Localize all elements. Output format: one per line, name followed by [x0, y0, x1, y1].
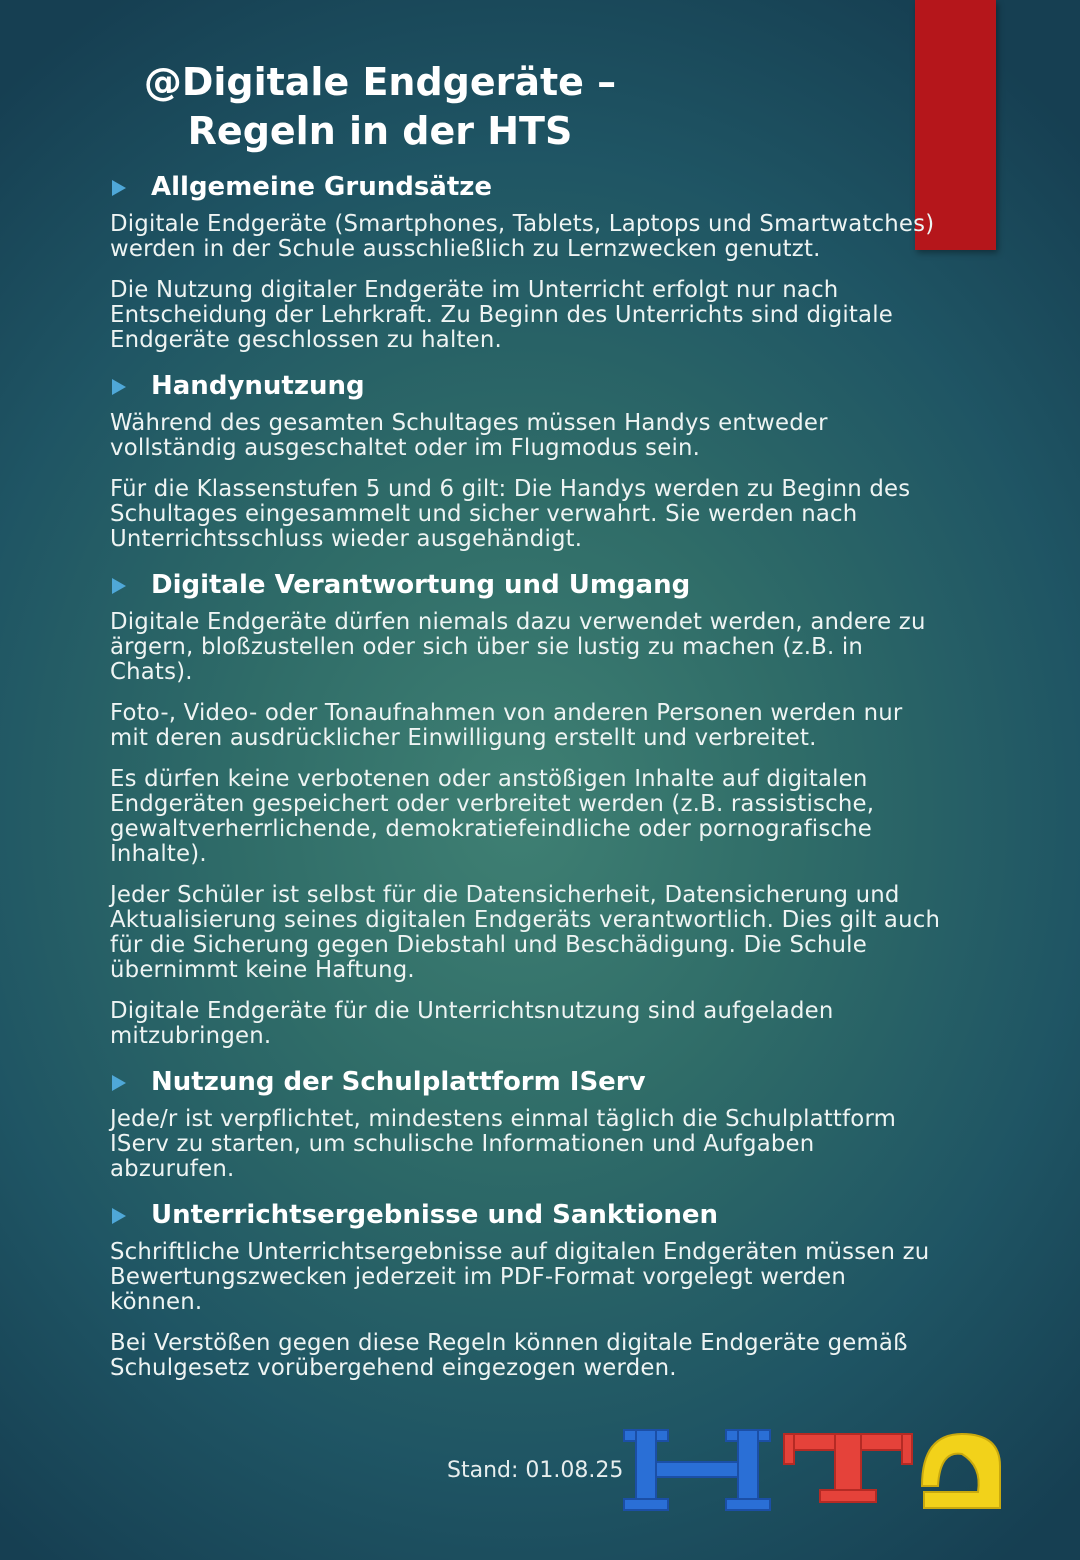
paragraph: Digitale Endgeräte (Smartphones, Tablets, Laptops und Smartwatches) werden in der Schule ausschließlich zu Lernzwecken genutzt.	[110, 211, 935, 262]
triangle-bullet-icon	[112, 1208, 126, 1224]
paragraph: Digitale Endgeräte dürfen niemals dazu verwendet werden, andere zu ärgern, bloßzustellen oder sich über sie lustig zu machen (z.B. in Chats).	[110, 609, 926, 685]
stand-date: Stand: 01.08.25	[447, 1458, 624, 1483]
triangle-bullet-icon	[112, 379, 126, 395]
paragraph: Jede/r ist verpflichtet, mindestens einmal täglich die Schulplattform IServ zu starten, um schulische Informationen und Aufgaben abzurufen.	[110, 1106, 897, 1182]
triangle-bullet-icon	[112, 578, 126, 594]
paragraph: Foto-, Video- oder Tonaufnahmen von anderen Personen werden nur mit deren ausdrücklicher Einwilligung erstellt und verbreitet.	[110, 700, 903, 751]
paragraph: Es dürfen keine verbotenen oder anstößigen Inhalte auf digitalen Endgeräten gespeichert oder verbreitet werden (z.B. rassistische, gewaltverherrlichende, demokratiefeindliche oder pornografische Inhalte).	[110, 766, 875, 867]
logo-letter-h	[624, 1430, 770, 1510]
triangle-bullet-icon	[112, 180, 126, 196]
paragraph: Die Nutzung digitaler Endgeräte im Unterricht erfolgt nur nach Entscheidung der Lehrkraft. Zu Beginn des Unterrichts sind digitale Endgeräte geschlossen zu halten.	[110, 277, 893, 353]
triangle-bullet-icon	[112, 1075, 126, 1091]
section-heading-digitale-verantwortung: Digitale Verantwortung und Umgang	[110, 568, 945, 602]
paragraph: Jeder Schüler ist selbst für die Datensicherheit, Datensicherung und Aktualisierung seines digitalen Endgeräts verantwortlich. Dies gilt auch für die Sicherung gegen Diebstahl und Beschädigung. Die Schule übernimmt keine Haftung.	[110, 882, 941, 983]
section-heading-allgemeine-grundsaetze: Allgemeine Grundsätze	[110, 170, 945, 204]
logo-letter-t	[784, 1434, 912, 1502]
section-heading-handynutzung: Handynutzung	[110, 369, 945, 403]
logo-letter-s	[922, 1434, 1000, 1508]
paragraph: Während des gesamten Schultages müssen Handys entweder vollständig ausgeschaltet oder im Flugmodus sein.	[110, 410, 828, 461]
section-heading-unterrichtsergebnisse: Unterrichtsergebnisse und Sanktionen	[110, 1198, 945, 1232]
paragraph: Bei Verstößen gegen diese Regeln können digitale Endgeräte gemäß Schulgesetz vorübergehend eingezogen werden.	[110, 1330, 908, 1381]
title-line-1: @Digitale Endgeräte –	[143, 60, 617, 104]
page-title	[130, 58, 630, 156]
hts-logo	[622, 1426, 1007, 1516]
paragraph: Digitale Endgeräte für die Unterrichtsnutzung sind aufgeladen mitzubringen.	[110, 998, 834, 1049]
section-heading-schulplattform-iserv: Nutzung der Schulplattform IServ	[110, 1065, 945, 1099]
rules-content	[110, 170, 945, 1397]
title-line-2: Regeln in der HTS	[187, 109, 573, 153]
paragraph: Schriftliche Unterrichtsergebnisse auf digitalen Endgeräten müssen zu Bewertungszwecken jederzeit im PDF-Format vorgelegt werden können.	[110, 1239, 930, 1315]
paragraph: Für die Klassenstufen 5 und 6 gilt: Die Handys werden zu Beginn des Schultages eingesammelt und sicher verwahrt. Sie werden nach Unterrichtsschluss wieder ausgehändigt.	[110, 476, 911, 552]
